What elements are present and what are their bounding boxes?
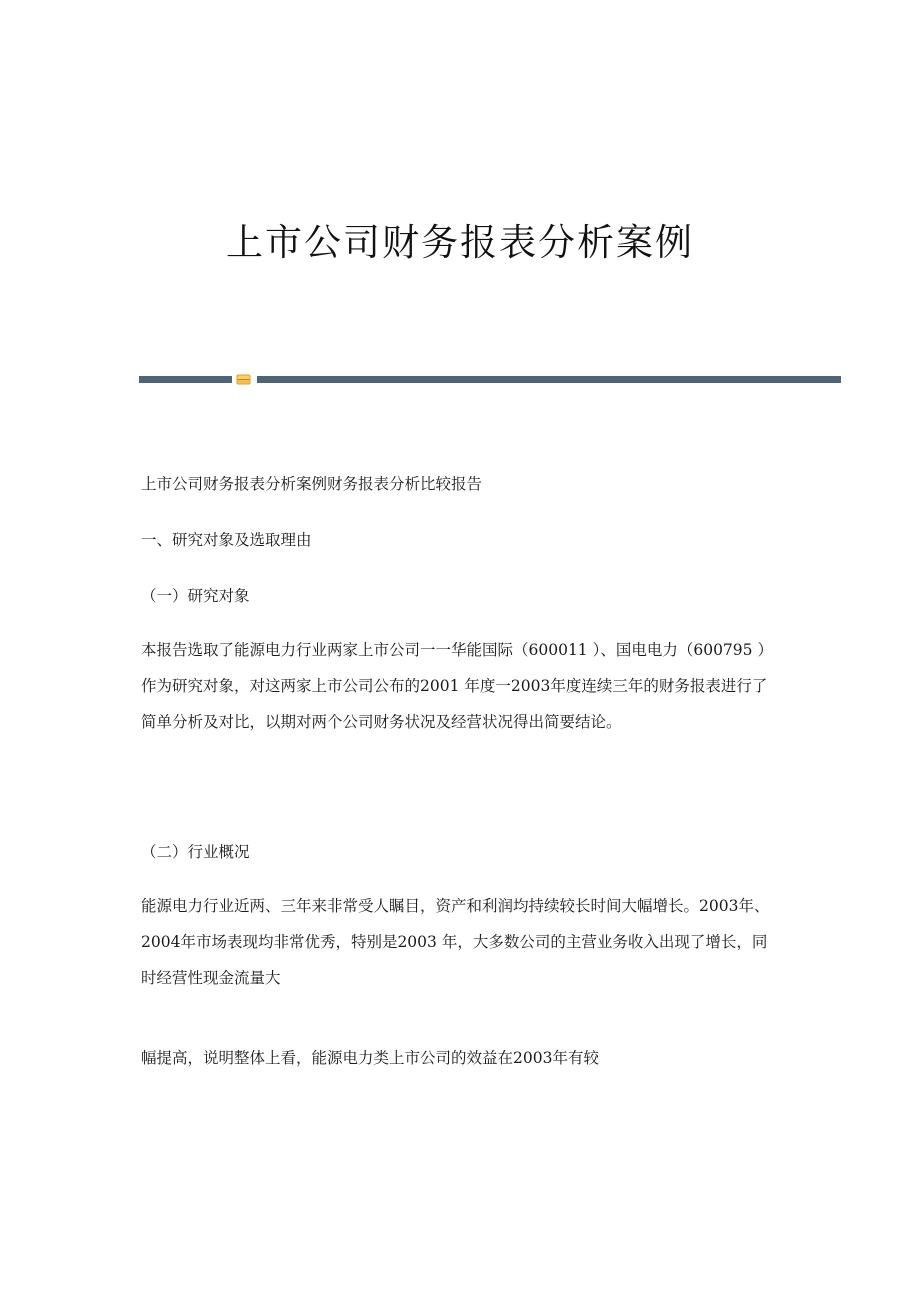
paragraph-industry-overview: 能源电力行业近两、三年来非常受人瞩目，资产和利润均持续较长时间大幅增长。2003年、2004年市场表现均非常优秀，特别是2003 年，大多数公司的主营业务收入出现了增长，同时经营性现金流量大 xyxy=(141,897,770,987)
document-title: 上市公司财务报表分析案例 xyxy=(226,221,694,264)
gold-bar-ornament-icon xyxy=(236,374,251,385)
divider-bar-left xyxy=(139,376,232,383)
divider-bar-right xyxy=(257,376,841,383)
report-subtitle: 上市公司财务报表分析案例财务报表分析比较报告 xyxy=(141,475,483,493)
paragraph-research-object: 本报告选取了能源电力行业两家上市公司一一华能国际（600011 ）、国电电力（600795 ）作为研究对象，对这两家上市公司公布的2001 年度一2003年度连续三年的财务报表进行了简单分析及对比，以期对两个公司财务状况及经营状况得出简要结论。 xyxy=(141,641,773,731)
paragraph-continuation: 幅提高，说明整体上看，能源电力类上市公司的效益在2003年有较 xyxy=(141,1049,599,1067)
section-heading-1: 一、研究对象及选取理由 xyxy=(141,531,312,549)
subsection-heading-2: （二）行业概况 xyxy=(141,843,250,861)
subsection-heading-1: （一）研究对象 xyxy=(141,587,250,605)
title-divider xyxy=(139,374,841,386)
